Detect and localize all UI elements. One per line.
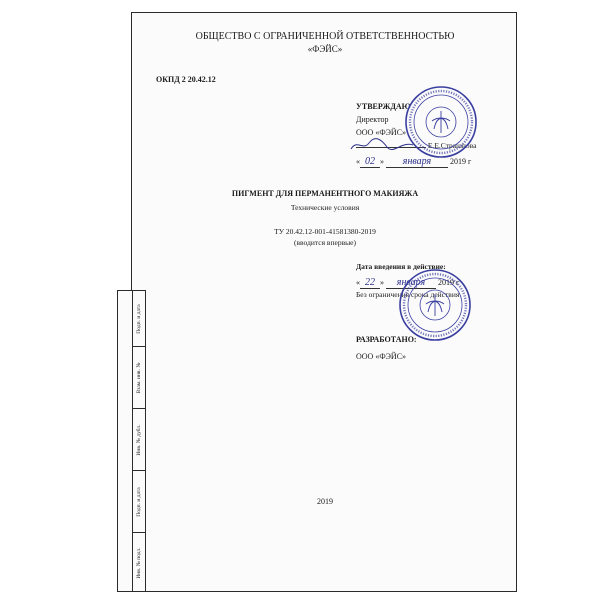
- approve-year: 2019 г: [450, 157, 472, 166]
- approve-date: « 02 » января 2019 г: [356, 156, 472, 167]
- document-subtitle: Технические условия: [290, 203, 360, 212]
- strip-blank-column: [118, 291, 133, 591]
- company-seal-icon: [404, 85, 478, 159]
- strip-cell-replace-inv: Инв. № дубл.: [132, 409, 146, 471]
- strip-cell-inv-dup: Взам. инв. №: [132, 347, 146, 409]
- approve-month: января: [386, 156, 448, 168]
- strip-cell-sign-date-2: Подп. и дата: [132, 471, 146, 533]
- intro-date-label: Дата введения в действие:: [356, 262, 446, 271]
- approve-position: Директор: [356, 115, 389, 124]
- approve-director-name: Е.Е.Страшнова: [427, 141, 477, 150]
- org-name: ОБЩЕСТВО С ОГРАНИЧЕННОЙ ОТВЕТСТВЕННОСТЬЮ: [195, 31, 455, 42]
- document-side-strip: [117, 290, 146, 592]
- document-code-note: (вводится впервые): [294, 238, 356, 247]
- document-page: [131, 12, 517, 592]
- intro-month: января: [386, 277, 436, 289]
- intro-year: 2019 г: [438, 278, 460, 287]
- developed-title: РАЗРАБОТАНО:: [356, 335, 417, 344]
- developed-company: ООО «ФЭЙС»: [356, 352, 407, 361]
- document-code: ТУ 20.42.12-001-41581380-2019: [274, 227, 376, 236]
- intro-day: 22: [360, 277, 380, 289]
- strip-label-column: [132, 291, 146, 591]
- intro-validity: Без ограничения срока действия: [356, 290, 460, 299]
- intro-date: « 22 » января 2019 г: [356, 277, 460, 288]
- okpd-code: ОКПД 2 20.42.12: [156, 75, 216, 84]
- company-seal-icon: [398, 268, 472, 342]
- approve-title: УТВЕРЖДАЮ: [356, 102, 411, 111]
- strip-cell-inv-orig: Инв. № подл.: [136, 547, 142, 579]
- document-title: ПИГМЕНТ ДЛЯ ПЕРМАНЕНТНОГО МАКИЯЖА: [231, 189, 419, 198]
- org-short-name: «ФЭЙС»: [307, 44, 343, 54]
- strip-cell-sign-date-1: Подп. и дата: [132, 291, 146, 347]
- approve-day: 02: [360, 156, 380, 168]
- approve-company: ООО «ФЭЙС»: [356, 128, 407, 137]
- footer-year: 2019: [317, 497, 333, 506]
